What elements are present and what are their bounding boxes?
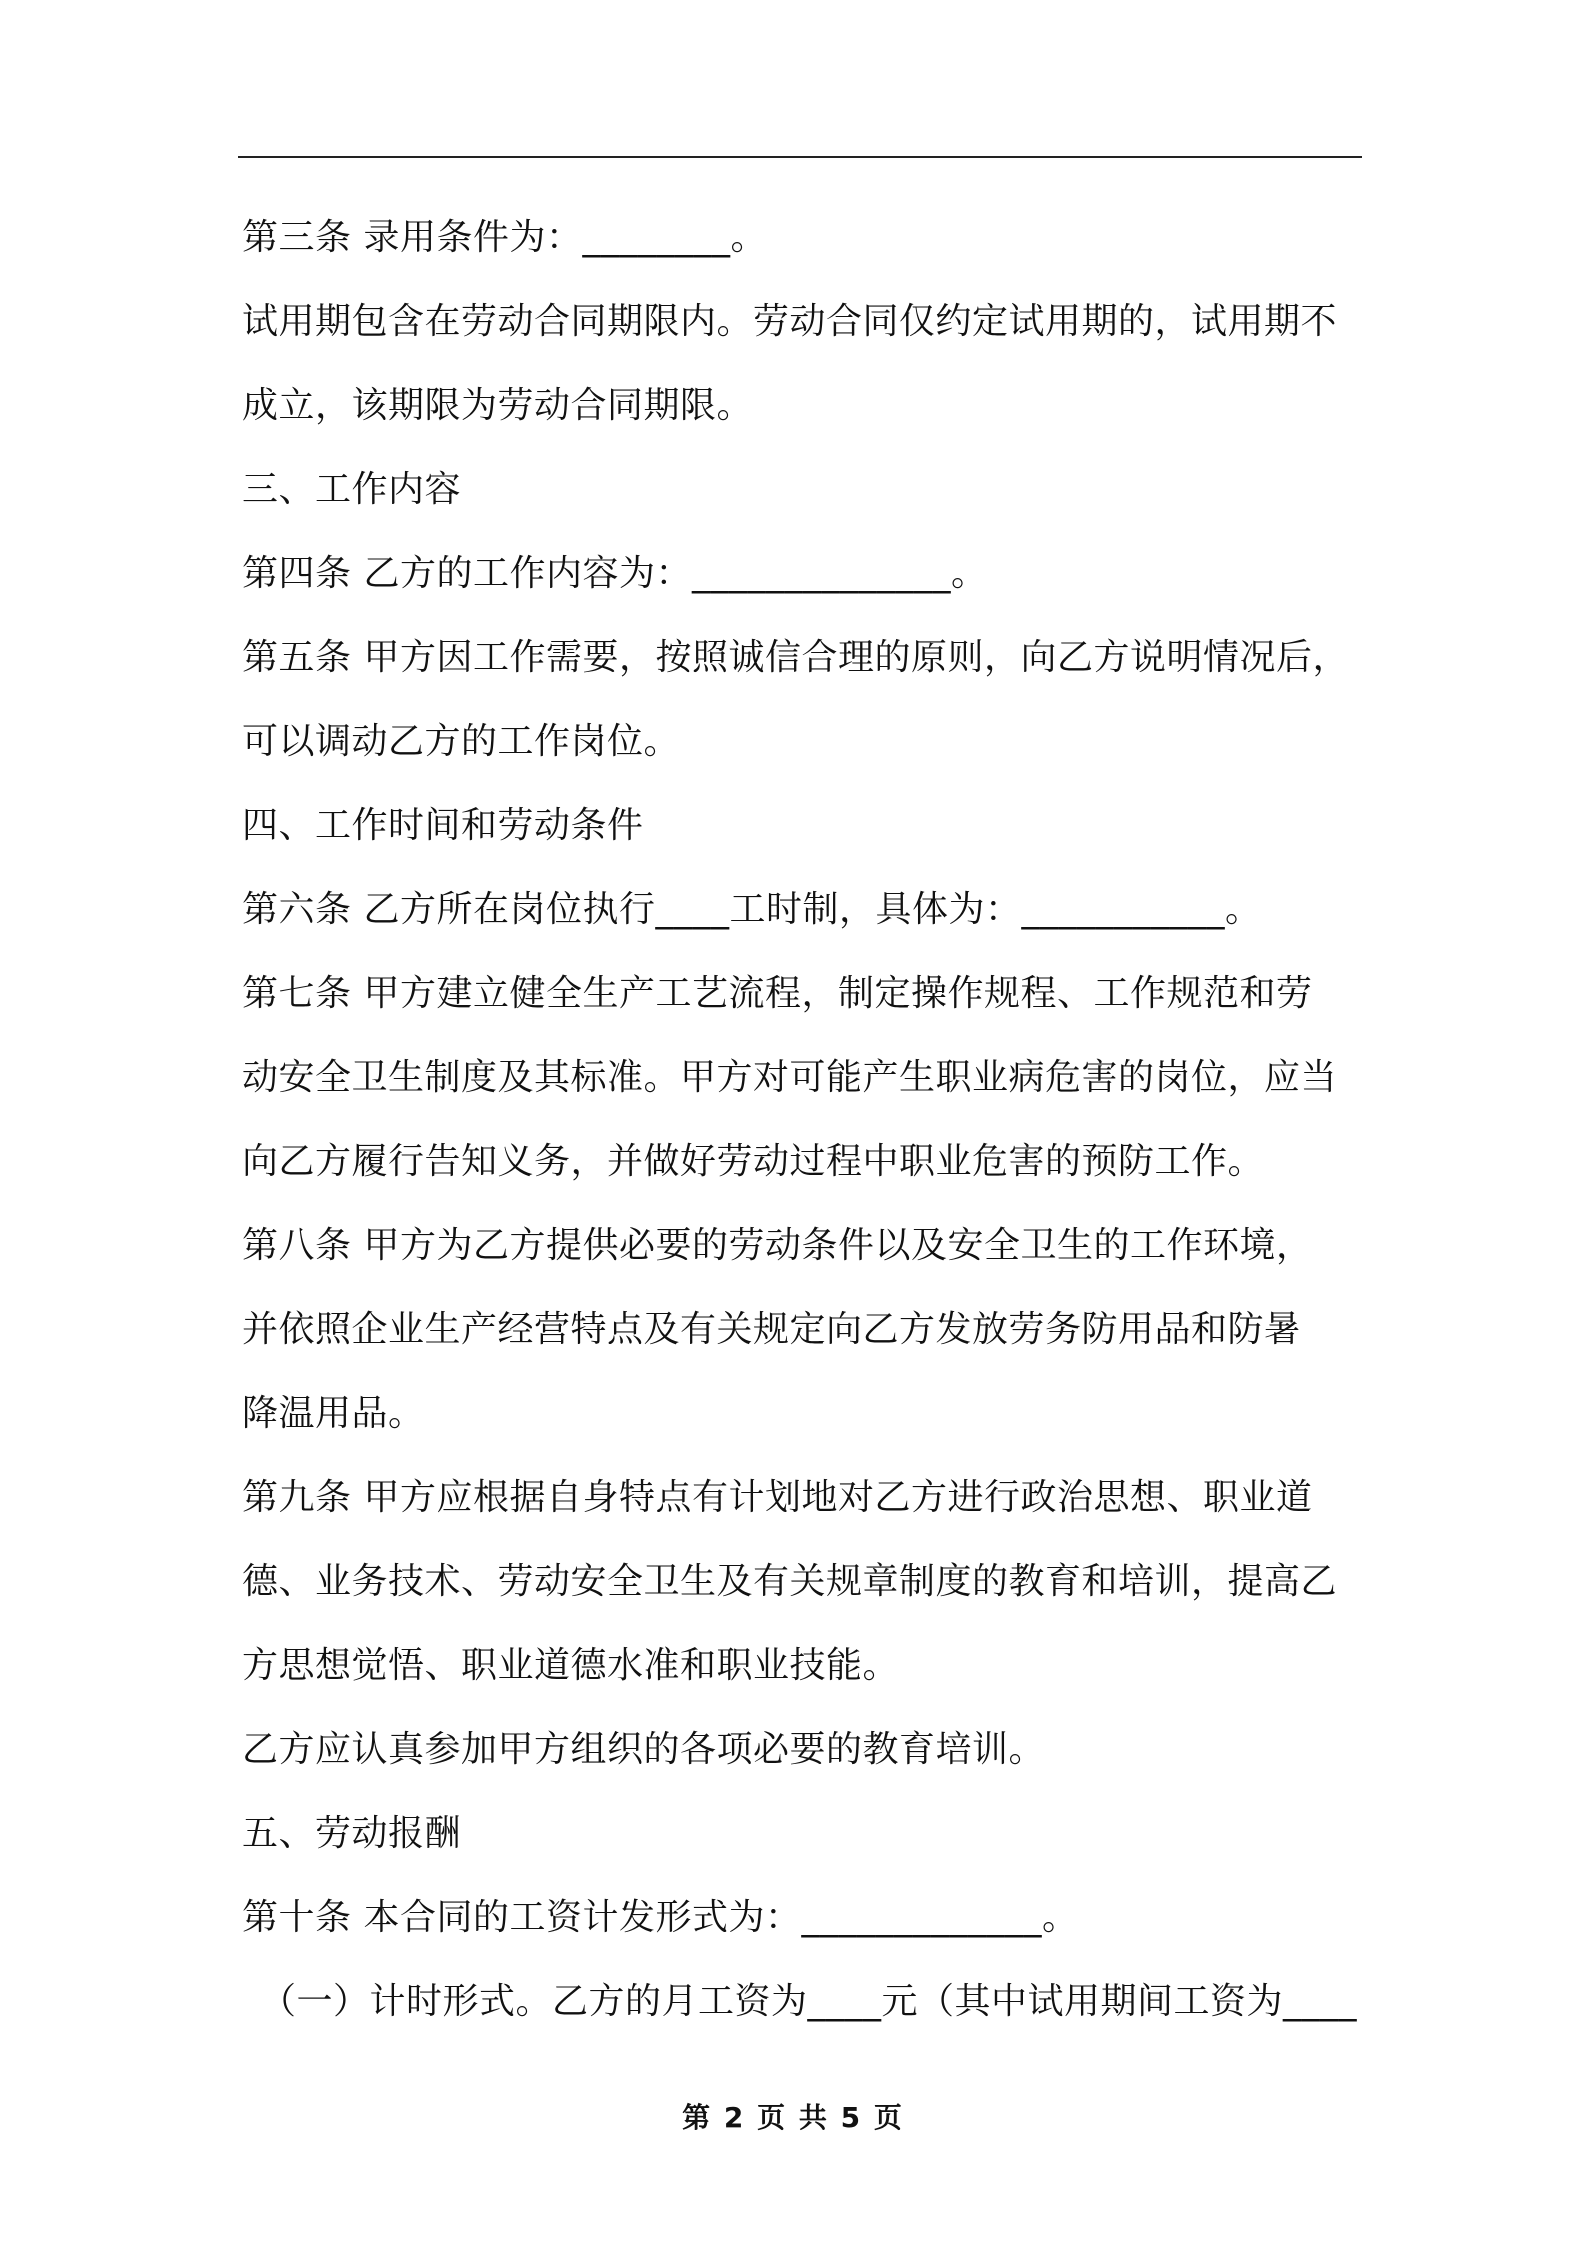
document-body — [242, 196, 1372, 2044]
text-line: 德、业务技术、劳动安全卫生及有关规章制度的教育和培训，提高乙 — [242, 1561, 1338, 1602]
section-heading: 四、工作时间和劳动条件 — [242, 805, 644, 846]
page-number: 第 2 页 共 5 页 — [682, 2101, 904, 2134]
section-heading: 五、劳动报酬 — [242, 1813, 462, 1854]
text-line: 第四条 乙方的工作内容为：______________。 — [242, 553, 988, 594]
text-line: 动安全卫生制度及其标准。甲方对可能产生职业病危害的岗位，应当 — [242, 1057, 1338, 1098]
text-line: 第三条 录用条件为：________。 — [242, 217, 767, 258]
text-line: 第九条 甲方应根据自身特点有计划地对乙方进行政治思想、职业道 — [242, 1477, 1313, 1518]
header-rule — [238, 156, 1362, 158]
text-line: 降温用品。 — [242, 1393, 425, 1434]
text-line: 第七条 甲方建立健全生产工艺流程，制定操作规程、工作规范和劳 — [242, 973, 1313, 1014]
text-line: 成立，该期限为劳动合同期限。 — [242, 385, 754, 426]
text-line: 第八条 甲方为乙方提供必要的劳动条件以及安全卫生的工作环境， — [242, 1225, 1313, 1266]
text-line: （一）计时形式。乙方的月工资为____元（其中试用期间工资为____ — [260, 1981, 1358, 2022]
text-line: 可以调动乙方的工作岗位。 — [242, 721, 681, 762]
text-line: 第五条 甲方因工作需要，按照诚信合理的原则，向乙方说明情况后， — [242, 637, 1349, 678]
text-line: 第十条 本合同的工资计发形式为：_____________。 — [242, 1897, 1079, 1938]
page-footer — [0, 2100, 1586, 2136]
text-line: 方思想觉悟、职业道德水准和职业技能。 — [242, 1645, 900, 1686]
section-heading: 三、工作内容 — [242, 469, 462, 510]
text-line: 试用期包含在劳动合同期限内。劳动合同仅约定试用期的，试用期不 — [242, 301, 1338, 342]
text-line: 并依照企业生产经营特点及有关规定向乙方发放劳务防用品和防暑 — [242, 1309, 1301, 1350]
text-line: 第六条 乙方所在岗位执行____工时制，具体为：___________。 — [242, 889, 1262, 930]
text-line: 乙方应认真参加甲方组织的各项必要的教育培训。 — [242, 1729, 1046, 1770]
text-line: 向乙方履行告知义务，并做好劳动过程中职业危害的预防工作。 — [242, 1141, 1265, 1182]
